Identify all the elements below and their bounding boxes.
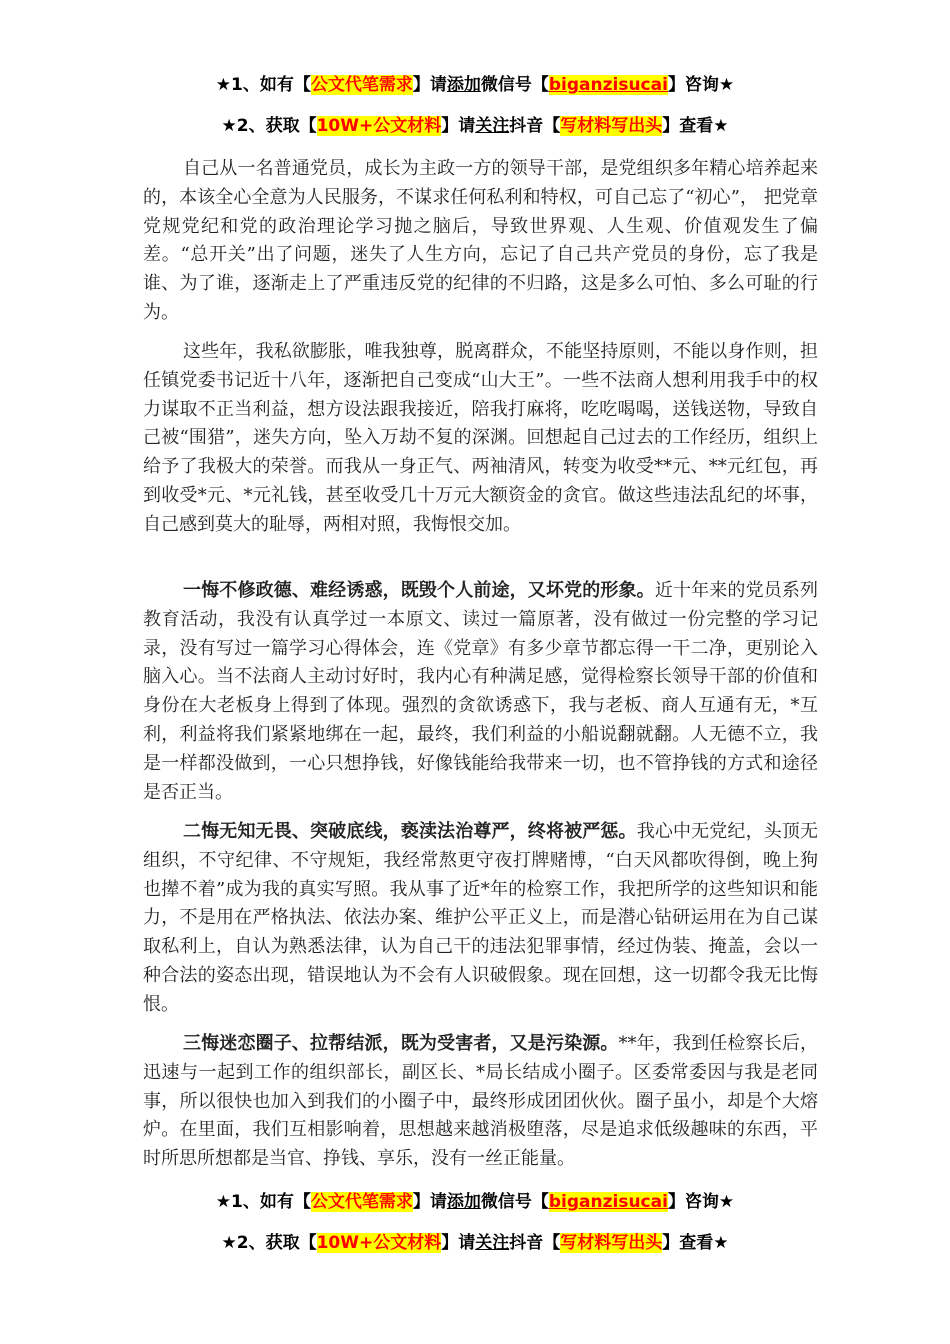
banner-text: 】请 <box>412 75 447 95</box>
wechat-id-link[interactable]: biganzisucai <box>548 1192 668 1212</box>
service-highlight: 公文代笔需求 <box>310 1192 413 1212</box>
paragraph-1 <box>143 155 818 328</box>
banner-text: 】请 <box>441 116 476 136</box>
paragraph-lead: 二悔无知无畏、突破底线，亵渎法治尊严，终将被严惩。 <box>183 821 637 842</box>
banner-text: 抖音【 <box>509 1233 561 1253</box>
service-highlight: 公文代笔需求 <box>310 75 413 95</box>
follow-underlined: 关注 <box>475 116 510 136</box>
paragraph-4 <box>143 818 818 1020</box>
wechat-id-link[interactable]: biganzisucai <box>548 75 668 95</box>
banner-text: 抖音【 <box>509 116 561 136</box>
add-underlined: 添加 <box>446 75 481 95</box>
promo-banner-top-1 <box>0 70 950 95</box>
banner-text: 】查看★ <box>662 116 729 136</box>
paragraph-5 <box>143 1030 818 1174</box>
banner-text: ★2、获取【 <box>221 116 317 136</box>
promo-banner-bottom-2 <box>0 1228 950 1253</box>
paragraph-text: 我心中无党纪，头顶无组织，不守纪律、不守规矩，我经常熬更守夜打牌赌博，“白天风都吹得倒，晚上狗也撵不着”成为我的真实写照。我从事了近*年的检察工作，我把所学的这些知识和能力，不是用在严格执法、依法办案、维护公平正义上，而是潜心钻研运用在为自己谋取私利上，自认为熟悉法律，认为自己干的违法犯罪事情，经过伪装、掩盖，会以一种合法的姿态出现，错误地认为不会有人识破假象。现在回想，这一切都令我无比悔恨。 <box>143 821 819 1015</box>
banner-text: ★1、如有【 <box>215 1192 311 1212</box>
paragraph-text: 自己从一名普通党员，成长为主政一方的领导干部，是党组织多年精心培养起来的，本该全心全意为人民服务，不谋求任何私利和特权，可自己忘了“初心”， 把党章党规党纪和党的政治理论学习抛之脑后，导致世界观、人生观、价值观发生了偏差。“总开关”出了问题，迷失了人生方向，忘记了自己共产党员的身份，忘了我是谁、为了谁，逐渐走上了严重违反党的纪律的不归路，这是多么可怕、多么可耻的行为。 <box>143 158 818 323</box>
douyin-account-highlight: 写材料写出头 <box>560 116 663 136</box>
banner-text: 】请 <box>441 1233 476 1253</box>
banner-text: 】请 <box>412 1192 447 1212</box>
paragraph-text: 近十年来的党员系列教育活动，我没有认真学过一本原文、读过一篇原著，没有做过一份完整的学习记录，没有写过一篇学习心得体会，连《党章》有多少章节都忘得一干二净，更别论入脑入心。当不法商人主动讨好时，我内心有种满足感，觉得检察长领导干部的价值和身份在大老板身上得到了体现。强烈的贪欲诱惑下，我与老板、商人互通有无，*互利，利益将我们紧紧地绑在一起，最终，我们利益的小船说翻就翻。人无德不立，我是一样都没做到，一心只想挣钱，好像钱能给我带来一切，也不管挣钱的方式和途径是否正当。 <box>143 580 819 803</box>
promo-banner-top-2 <box>0 111 950 136</box>
banner-text: 】查看★ <box>662 1233 729 1253</box>
banner-text: 微信号【 <box>480 75 549 95</box>
materials-highlight: 10W+公文材料 <box>316 116 442 136</box>
add-underlined: 添加 <box>446 1192 481 1212</box>
banner-text: 微信号【 <box>480 1192 549 1212</box>
banner-text: 】咨询★ <box>667 75 735 95</box>
follow-underlined: 关注 <box>475 1233 510 1253</box>
paragraph-lead: 三悔迷恋圈子、拉帮结派，既为受害者，又是污染源。 <box>183 1033 619 1054</box>
promo-banner-bottom-1 <box>0 1187 950 1212</box>
banner-text: ★2、获取【 <box>221 1233 317 1253</box>
paragraph-text: 这些年，我私欲膨胀，唯我独尊，脱离群众，不能坚持原则，不能以身作则，担任镇党委书记近十八年，逐渐把自己变成“山大王”。一些不法商人想利用我手中的权力谋取不正当利益，想方设法跟我接近，陪我打麻将，吃吃喝喝，送钱送物，导致自己被“围猎”，迷失方向，坠入万劫不复的深渊。回想起自己过去的工作经历，组织上给予了我极大的荣誉。而我从一身正气、两袖清风，转变为收受**元、**元红包，再到收受*元、*元礼钱，甚至收受几十万元大额资金的贪官。做这些违法乱纪的坏事，自己感到莫大的耻辱，两相对照，我悔恨交加。 <box>143 341 818 535</box>
materials-highlight: 10W+公文材料 <box>316 1233 442 1253</box>
paragraph-lead: 一悔不修政德、难经诱惑，既毁个人前途，又坏党的形象。 <box>183 580 655 601</box>
banner-text: 】咨询★ <box>667 1192 735 1212</box>
paragraph-3 <box>143 577 818 807</box>
paragraph-text: **年，我到任检察长后，迅速与一起到工作的组织部长，副区长、*局长结成小圈子。区委常委因与我是老同事，所以很快也加入到我们的小圈子中，最终形成团团伙伙。圈子虽小，却是个大熔炉。在里面，我们互相影响着，思想越来越消极堕落，尽是追求低级趣味的东西，平时所思所想都是当官、挣钱、享乐，没有一丝正能量。 <box>143 1033 819 1170</box>
paragraph-2 <box>143 338 818 540</box>
douyin-account-highlight: 写材料写出头 <box>560 1233 663 1253</box>
banner-text: ★1、如有【 <box>215 75 311 95</box>
